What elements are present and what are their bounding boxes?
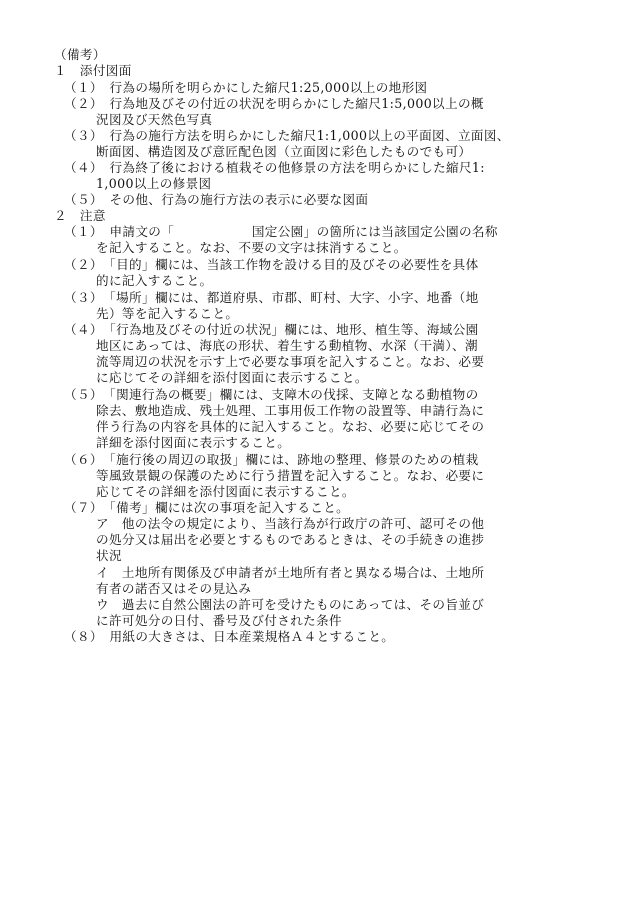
note-item-5-line-2: 除去、敷地造成、残土処理、工事用仮工作物の設置等、申請行為に [96,403,485,418]
attachment-item-1-line-1: （１） 行為の場所を明らかにした縮尺1:25,000以上の地形図 [64,80,428,95]
note-item-7-sub-a-line-1: ア 他の法令の規定により、当該行為が行政庁の許可、認可その他 [96,516,485,531]
note-item-5-line-3: 伴う行為の内容を具体的に記入すること。なお、必要に応じてその [96,419,485,434]
note-item-6-line-1: （６） 「施行後の周辺の取扱」欄には、跡地の整理、修景のための植栽 [64,452,479,467]
note-item-7-sub-b-line-1: イ 土地所有関係及び申請者が土地所有者と異なる場合は、土地所 [96,565,485,580]
note-item-1-line-2: を記入すること。なお、不要の文字は抹消すること。 [96,240,407,255]
note-item-8-line-1: （８） 用紙の大きさは、日本産業規格Ａ４とすること。 [64,629,395,644]
note-item-3-line-1: （３） 「場所」欄には、都道府県、市郡、町村、大字、小字、地番（地 [64,290,479,305]
note-item-4-line-3: 流等周辺の状況を示す上で必要な事項を記入すること。なお、必要 [96,354,485,369]
note-item-5-line-4: 詳細を添付図面に表示すること。 [96,435,291,450]
note-item-2-line-2: 的に記入すること。 [96,273,213,288]
note-item-5-line-1: （５） 「関連行為の概要」欄には、支障木の伐採、支障となる動植物の [64,387,479,402]
note-item-6-line-3: 応じてその詳細を添付図面に表示すること。 [96,484,355,499]
note-item-4-line-2: 地区にあっては、海底の形状、着生する動植物、水深（干満）、潮 [96,338,478,353]
attachment-item-4-line-1: （４） 行為終了後における植栽その他修景の方法を明らかにした縮尺1: [64,160,485,175]
remarks-heading: （備考） [54,47,106,62]
attachment-item-2-line-2: 況図及び天然色写真 [96,112,213,127]
note-item-7-line-1: （７） 「備考」欄には次の事項を記入すること。 [64,500,350,515]
attachment-item-3-line-1: （３） 行為の施行方法を明らかにした縮尺1:1,000以上の平面図、立面図、 [64,128,510,143]
attachments-title: １ 添付図面 [54,63,132,78]
note-item-7-sub-a-line-3: 状況 [96,548,122,563]
note-item-3-line-2: 先）等を記入すること。 [96,306,239,321]
note-item-4-line-4: に応じてその詳細を添付図面に表示すること。 [96,370,368,385]
note-item-7-sub-a-line-2: の処分又は届出を必要とするものであるときは、その手続きの進捗 [96,532,485,547]
note-item-4-line-1: （４） 「行為地及びその付近の状況」欄には、地形、植生等、海域公園 [64,322,479,337]
note-item-7-sub-c-line-1: ウ 過去に自然公園法の許可を受けたものにあっては、その旨並び [96,597,485,612]
note-item-7-sub-c-line-2: に許可処分の日付、番号及び付された条件 [96,613,342,628]
attachment-item-3-line-2: 断面図、構造図及び意匠配色図（立面図に彩色したものでも可） [96,144,472,159]
note-item-2-line-1: （２） 「目的」欄には、当該工作物を設ける目的及びその必要性を具体 [64,257,479,272]
attachment-item-2-line-1: （２） 行為地及びその付近の状況を明らかにした縮尺1:5,000以上の概 [64,96,484,111]
note-item-6-line-2: 等風致景観の保護のために行う措置を記入すること。なお、必要に [96,468,485,483]
attachment-item-5-line-1: （５） その他、行為の施行方法の表示に必要な図面 [64,192,369,207]
note-item-1-line-1: （１） 申請文の「 国定公園」の箇所には当該国定公園の名称 [64,224,498,239]
notes-title: ２ 注意 [54,208,106,223]
attachment-item-4-line-2: 1,000以上の修景図 [96,176,212,191]
note-item-7-sub-b-line-2: 有者の諾否又はその見込み [96,581,252,596]
